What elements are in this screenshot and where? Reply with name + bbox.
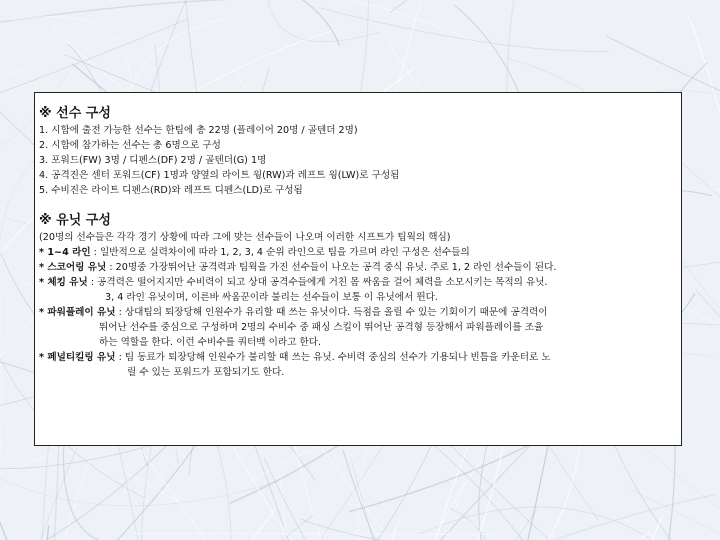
ice-scratch xyxy=(152,441,434,540)
unit-description-continued: 뛰어난 선수를 중심으로 구성하며 2명의 수비수 중 패싱 스킬이 뛰어난 공격형 등장해서 파워플레이를 조율 xyxy=(99,322,544,333)
ice-scratch xyxy=(688,17,720,221)
ice-scratch xyxy=(0,0,2,139)
unit-description: : 20명중 가장뛰어난 공격력과 팀웍을 가진 선수들이 나오는 공격 중식 유닛. 주로 1, 2 라인 선수들이 된다. xyxy=(106,262,557,273)
player-rule-2: 2. 시합에 참가하는 선수는 총 6명으로 구성 xyxy=(39,140,221,151)
section-heading-unit-composition: ※ 유닛 구성 xyxy=(39,213,111,228)
ice-scratch xyxy=(4,510,275,540)
unit-lines-1-4 xyxy=(39,245,681,260)
unit-term: * 1~4 라인 xyxy=(39,247,91,258)
content-box xyxy=(34,92,682,446)
ice-scratch xyxy=(0,114,1,458)
ice-scratch xyxy=(133,533,497,534)
section-heading-player-composition: ※ 선수 구성 xyxy=(39,106,111,121)
ice-scratch xyxy=(0,457,279,506)
ice-scratch xyxy=(254,444,532,540)
unit-checking xyxy=(39,275,681,305)
unit-power-play xyxy=(39,305,681,350)
unit-description-continued: 하는 역할을 한다. 이런 수비수를 쿼터백 이라고 한다. xyxy=(99,337,322,348)
player-rule-4: 4. 공격진은 센터 포워드(CF) 1명과 양옆의 라이트 윙(RW)과 레프트 윙(LW)로 구성됨 xyxy=(39,170,400,181)
ice-scratch xyxy=(171,0,340,46)
unit-description: : 일반적으로 실력차이에 따라 1, 2, 3, 4 순위 라인으로 팀을 가르며 라인 구성은 선수들의 xyxy=(90,247,470,258)
ice-scratch xyxy=(266,0,380,42)
unit-term: * 파워플레이 유닛 xyxy=(39,307,116,318)
ice-scratch xyxy=(0,0,311,29)
unit-intro: (20명의 선수들은 각각 경기 상황에 따라 그에 맞는 선수들이 나오며 이러한 시프트가 팀웍의 핵심) xyxy=(39,232,451,243)
unit-description-continued: 릴 수 있는 포워드가 포함되기도 한다. xyxy=(127,367,285,378)
player-rule-5: 5. 수비진은 라이트 디펜스(RD)와 레프트 디펜스(LD)로 구성됨 xyxy=(39,185,303,196)
unit-description: : 공격력은 떨어지지만 수비력이 되고 상대 공격수들에게 거친 몸 싸움을 걸어 체력을 소모시키는 목적의 유닛. xyxy=(87,277,548,288)
unit-scoring xyxy=(39,260,681,275)
unit-description: : 팀 동료가 퇴장당해 인원수가 불리할 때 쓰는 유닛. 수비력 중심의 선수가 기용되나 빈틈을 카운터로 노 xyxy=(115,352,551,363)
ice-scratch xyxy=(380,519,430,540)
unit-term: * 스코어링 유닛 xyxy=(39,262,107,273)
ice-scratch xyxy=(432,444,649,540)
ice-scratch xyxy=(264,458,593,540)
ice-scratch xyxy=(631,490,720,540)
ice-scratch xyxy=(301,519,534,540)
ice-scratch xyxy=(286,494,717,540)
unit-description: : 상대팀의 퇴장당해 인원수가 유리할 때 쓰는 유닛이다. 득점을 올릴 수 있는 기회이기 때문에 공격력이 xyxy=(115,307,548,318)
ice-scratch xyxy=(0,0,18,182)
unit-description-continued: 3, 4 라인 유닛이며, 이른바 싸움꾼이라 불리는 선수들이 보통 이 유닛에서 뛴다. xyxy=(105,292,438,303)
ice-scratch xyxy=(647,0,720,22)
unit-penalty-killing xyxy=(39,350,681,380)
ice-scratch xyxy=(250,481,282,540)
ice-scratch xyxy=(203,0,476,43)
ice-scratch xyxy=(0,441,172,540)
unit-term: * 체킹 유닛 xyxy=(39,277,88,288)
ice-scratch xyxy=(12,16,131,97)
player-rule-1: 1. 시합에 출전 가능한 선수는 한팀에 총 22명 (플레이어 20명 / 골텐더 2명) xyxy=(39,125,358,136)
player-rule-3: 3. 포워드(FW) 3명 / 디펜스(DF) 2명 / 골텐더(G) 1명 xyxy=(39,155,267,166)
unit-term: * 페널티킬링 유닛 xyxy=(39,352,116,363)
